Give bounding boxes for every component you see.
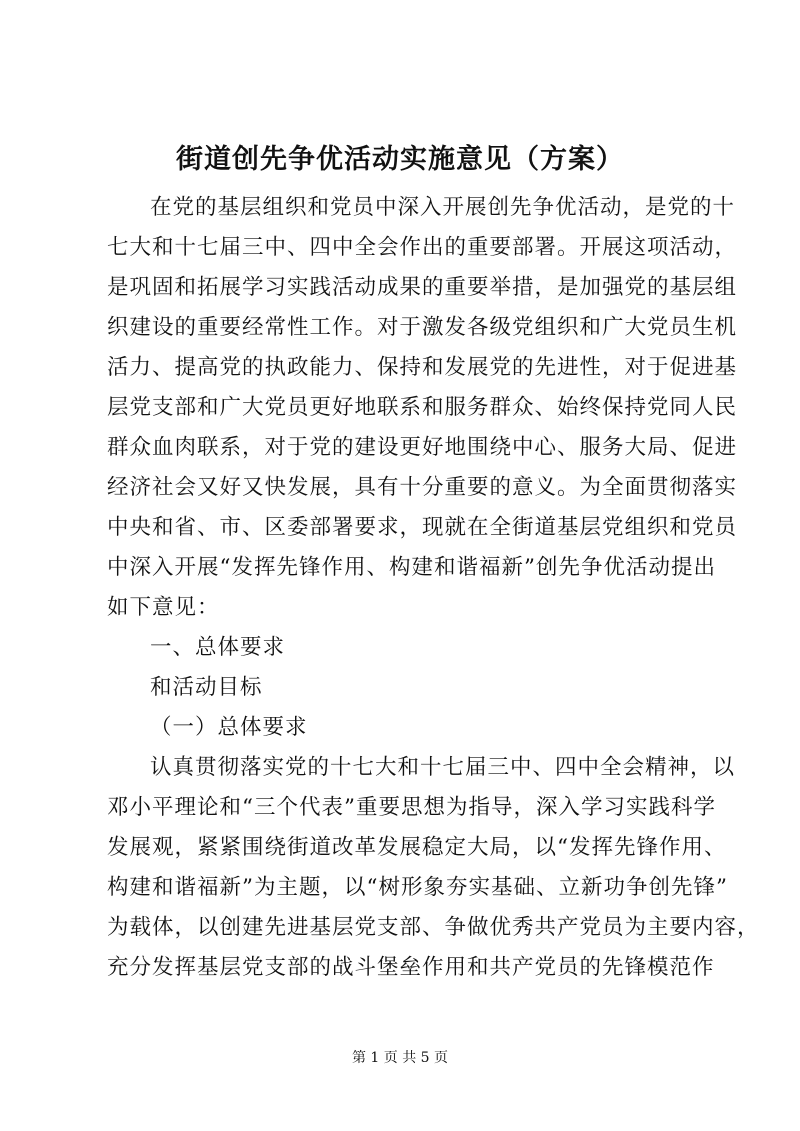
body-line-1: 在党的基层组织和党员中深入开展创先争优活动，是党的十 [150, 195, 736, 220]
body-line-19: 为载体，以创建先进基层党支部、争做优秀共产党员为主要内容， [107, 915, 760, 940]
section-heading-1-cont: 和活动目标 [150, 675, 263, 700]
body-line-3: 是巩固和拓展学习实践活动成果的重要举措，是加强党的基层组 [107, 275, 738, 300]
body-line-11: 如下意见： [107, 595, 220, 620]
body-line-20: 充分发挥基层党支部的战斗堡垒作用和共产党员的先锋模范作 [107, 955, 715, 980]
body-line-2: 七大和十七届三中、四中全会作出的重要部署。开展这项活动， [107, 235, 738, 260]
page-number: 第 1 页 共 5 页 [351, 1050, 449, 1066]
body-line-16: 邓小平理论和“三个代表”重要思想为指导，深入学习实践科学 [107, 795, 716, 820]
body-line-6: 层党支部和广大党员更好地联系和服务群众、始终保持党同人民 [107, 395, 738, 420]
body-line-5: 活力、提高党的执政能力、保持和发展党的先进性，对于促进基 [107, 355, 738, 380]
body-line-10: 中深入开展“发挥先锋作用、构建和谐福新”创先争优活动提出 [107, 555, 716, 580]
body-line-9: 中央和省、市、区委部署要求，现就在全街道基层党组织和党员 [107, 515, 738, 540]
body-line-7: 群众血肉联系，对于党的建设更好地围绕中心、服务大局、促进 [107, 435, 738, 460]
document-title: 街道创先争优活动实施意见（方案） [176, 144, 624, 175]
body-line-18: 构建和谐福新”为主题，以“树形象夯实基础、立新功争创先锋” [107, 875, 728, 900]
subsection-heading-1: （一）总体要求 [150, 715, 308, 740]
body-line-4: 织建设的重要经常性工作。对于激发各级党组织和广大党员生机 [107, 315, 738, 340]
section-heading-1: 一、总体要求 [150, 635, 286, 660]
body-line-17: 发展观，紧紧围绕街道改革发展稳定大局，以“发挥先锋作用、 [107, 835, 727, 860]
body-line-8: 经济社会又好又快发展，具有十分重要的意义。为全面贯彻落实 [107, 475, 738, 500]
body-line-15: 认真贯彻落实党的十七大和十七届三中、四中全会精神，以 [150, 755, 736, 780]
